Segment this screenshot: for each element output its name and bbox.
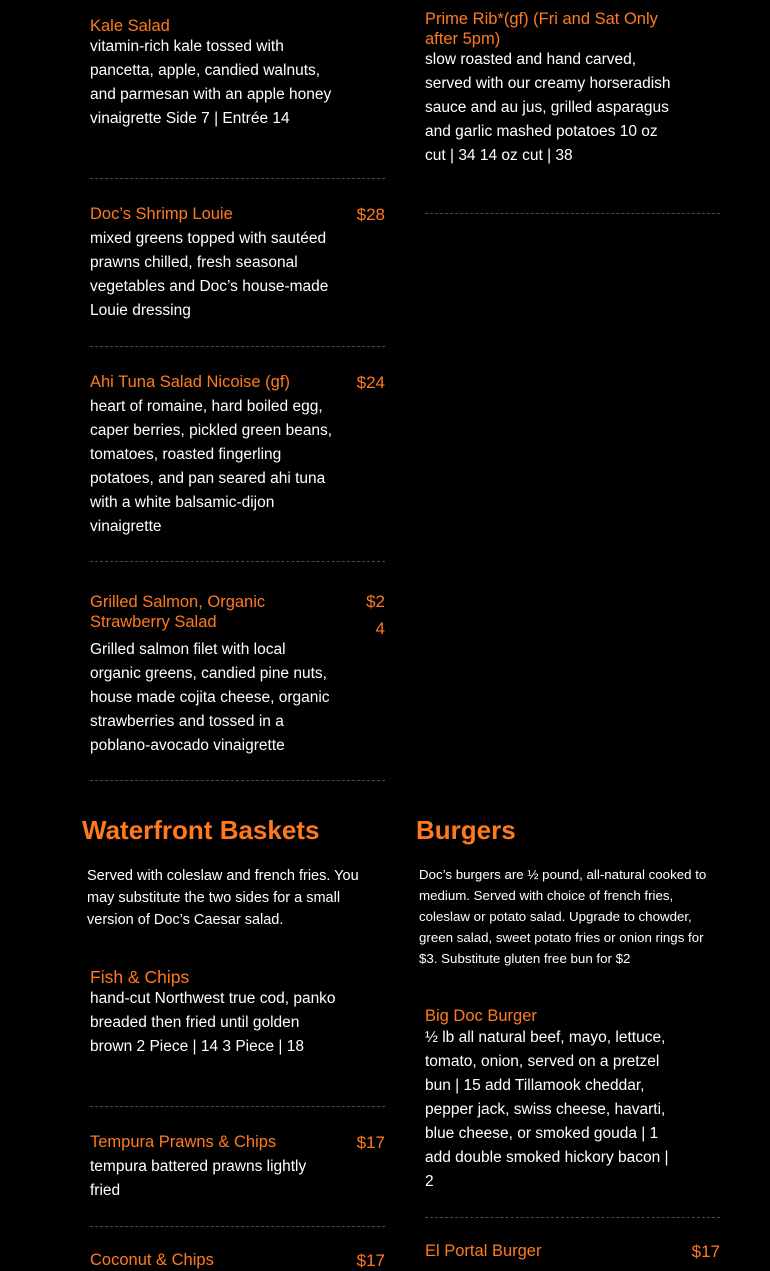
item-price: $24 xyxy=(356,373,385,392)
item-name: Big Doc Burger xyxy=(425,1007,537,1025)
item-name: Fish & Chips xyxy=(90,967,190,987)
item-price: $17 xyxy=(356,1251,385,1270)
menu-item-kale-salad xyxy=(90,16,385,180)
item-divider xyxy=(425,213,720,214)
item-divider xyxy=(425,1217,720,1218)
item-name: Prime Rib*(gf) (Fri and Sat Only after 5pm) xyxy=(425,10,658,48)
item-divider xyxy=(90,561,385,562)
item-price: $17 xyxy=(356,1133,385,1152)
item-description: heart of romaine, hard boiled egg, caper berries, pickled green beans, tomatoes, roasted fingerling potatoes, and pan seared ahi tuna with a white balsamic-dijon vinaigrette xyxy=(90,398,333,535)
section-intro-burgers: Doc’s burgers are ½ pound, all-natural cooked to medium. Served with choice of french fries, coleslaw or potato salad. Upgrade to chowder, green salad, sweet potato fries or onion rings for $3. Substitute gluten free bun for $2 xyxy=(419,867,707,966)
item-divider xyxy=(90,780,385,781)
item-name: El Portal Burger xyxy=(425,1242,542,1260)
menu-item-shrimp-louie xyxy=(90,204,385,348)
item-description: vitamin-rich kale tossed with pancetta, apple, candied walnuts, and parmesan with an apple honey vinaigrette Side 7 | Entrée 14 xyxy=(90,38,332,127)
item-divider xyxy=(90,1106,385,1107)
section-intro-baskets: Served with coleslaw and french fries. You may substitute the two sides for a small version of Doc’s Caesar salad. xyxy=(87,868,359,928)
menu-item-el-portal-burger xyxy=(425,1241,720,1261)
item-description: mixed greens topped with sautéed prawns chilled, fresh seasonal vegetables and Doc’s house-made Louie dressing xyxy=(90,230,329,319)
item-description: hand-cut Northwest true cod, panko breaded then fried until golden brown 2 Piece | 14 3 Piece | 18 xyxy=(90,990,336,1055)
item-name: Coconut & Chips xyxy=(90,1251,214,1269)
item-price: $17 xyxy=(691,1242,720,1261)
menu-item-big-doc-burger xyxy=(425,1006,720,1221)
item-name: Doc’s Shrimp Louie xyxy=(90,205,233,223)
item-description: Grilled salmon filet with local organic greens, candied pine nuts, house made cojita cheese, organic strawberries and tossed in a poblano-avocado vinaigrette xyxy=(90,641,330,754)
item-description: tempura battered prawns lightly fried xyxy=(90,1158,307,1199)
item-name: Ahi Tuna Salad Nicoise (gf) xyxy=(90,373,290,391)
menu-item-prime-rib xyxy=(425,9,720,217)
item-price-line: $2 xyxy=(366,592,385,611)
item-description: ½ lb all natural beef, mayo, lettuce, tomato, onion, served on a pretzel bun | 15 add Tillamook cheddar, pepper jack, swiss cheese, havarti, blue cheese, or smoked gouda | 1 add double smoked hickory bacon | 2 xyxy=(425,1029,669,1190)
item-price xyxy=(366,588,385,642)
menu-item-partial xyxy=(90,1250,385,1270)
item-name: Grilled Salmon, Organic Strawberry Salad xyxy=(90,593,266,631)
menu-item-grilled-salmon xyxy=(90,590,385,783)
item-divider xyxy=(90,178,385,179)
item-name: Tempura Prawns & Chips xyxy=(90,1133,277,1151)
menu-item-fish-chips xyxy=(90,967,385,1109)
section-title-burgers: Burgers xyxy=(416,815,516,845)
menu-item-tempura-prawns xyxy=(90,1132,385,1230)
section-title-baskets: Waterfront Baskets xyxy=(82,815,320,845)
item-price-line: 4 xyxy=(375,619,385,638)
item-price: $28 xyxy=(356,205,385,224)
item-description: slow roasted and hand carved, served with our creamy horseradish sauce and au jus, grilled asparagus and garlic mashed potatoes 10 oz cut | 34 14 oz cut | 38 xyxy=(425,51,671,164)
item-divider xyxy=(90,346,385,347)
item-name: Kale Salad xyxy=(90,17,170,35)
item-divider xyxy=(90,1226,385,1227)
menu-item-ahi-tuna xyxy=(90,372,385,564)
